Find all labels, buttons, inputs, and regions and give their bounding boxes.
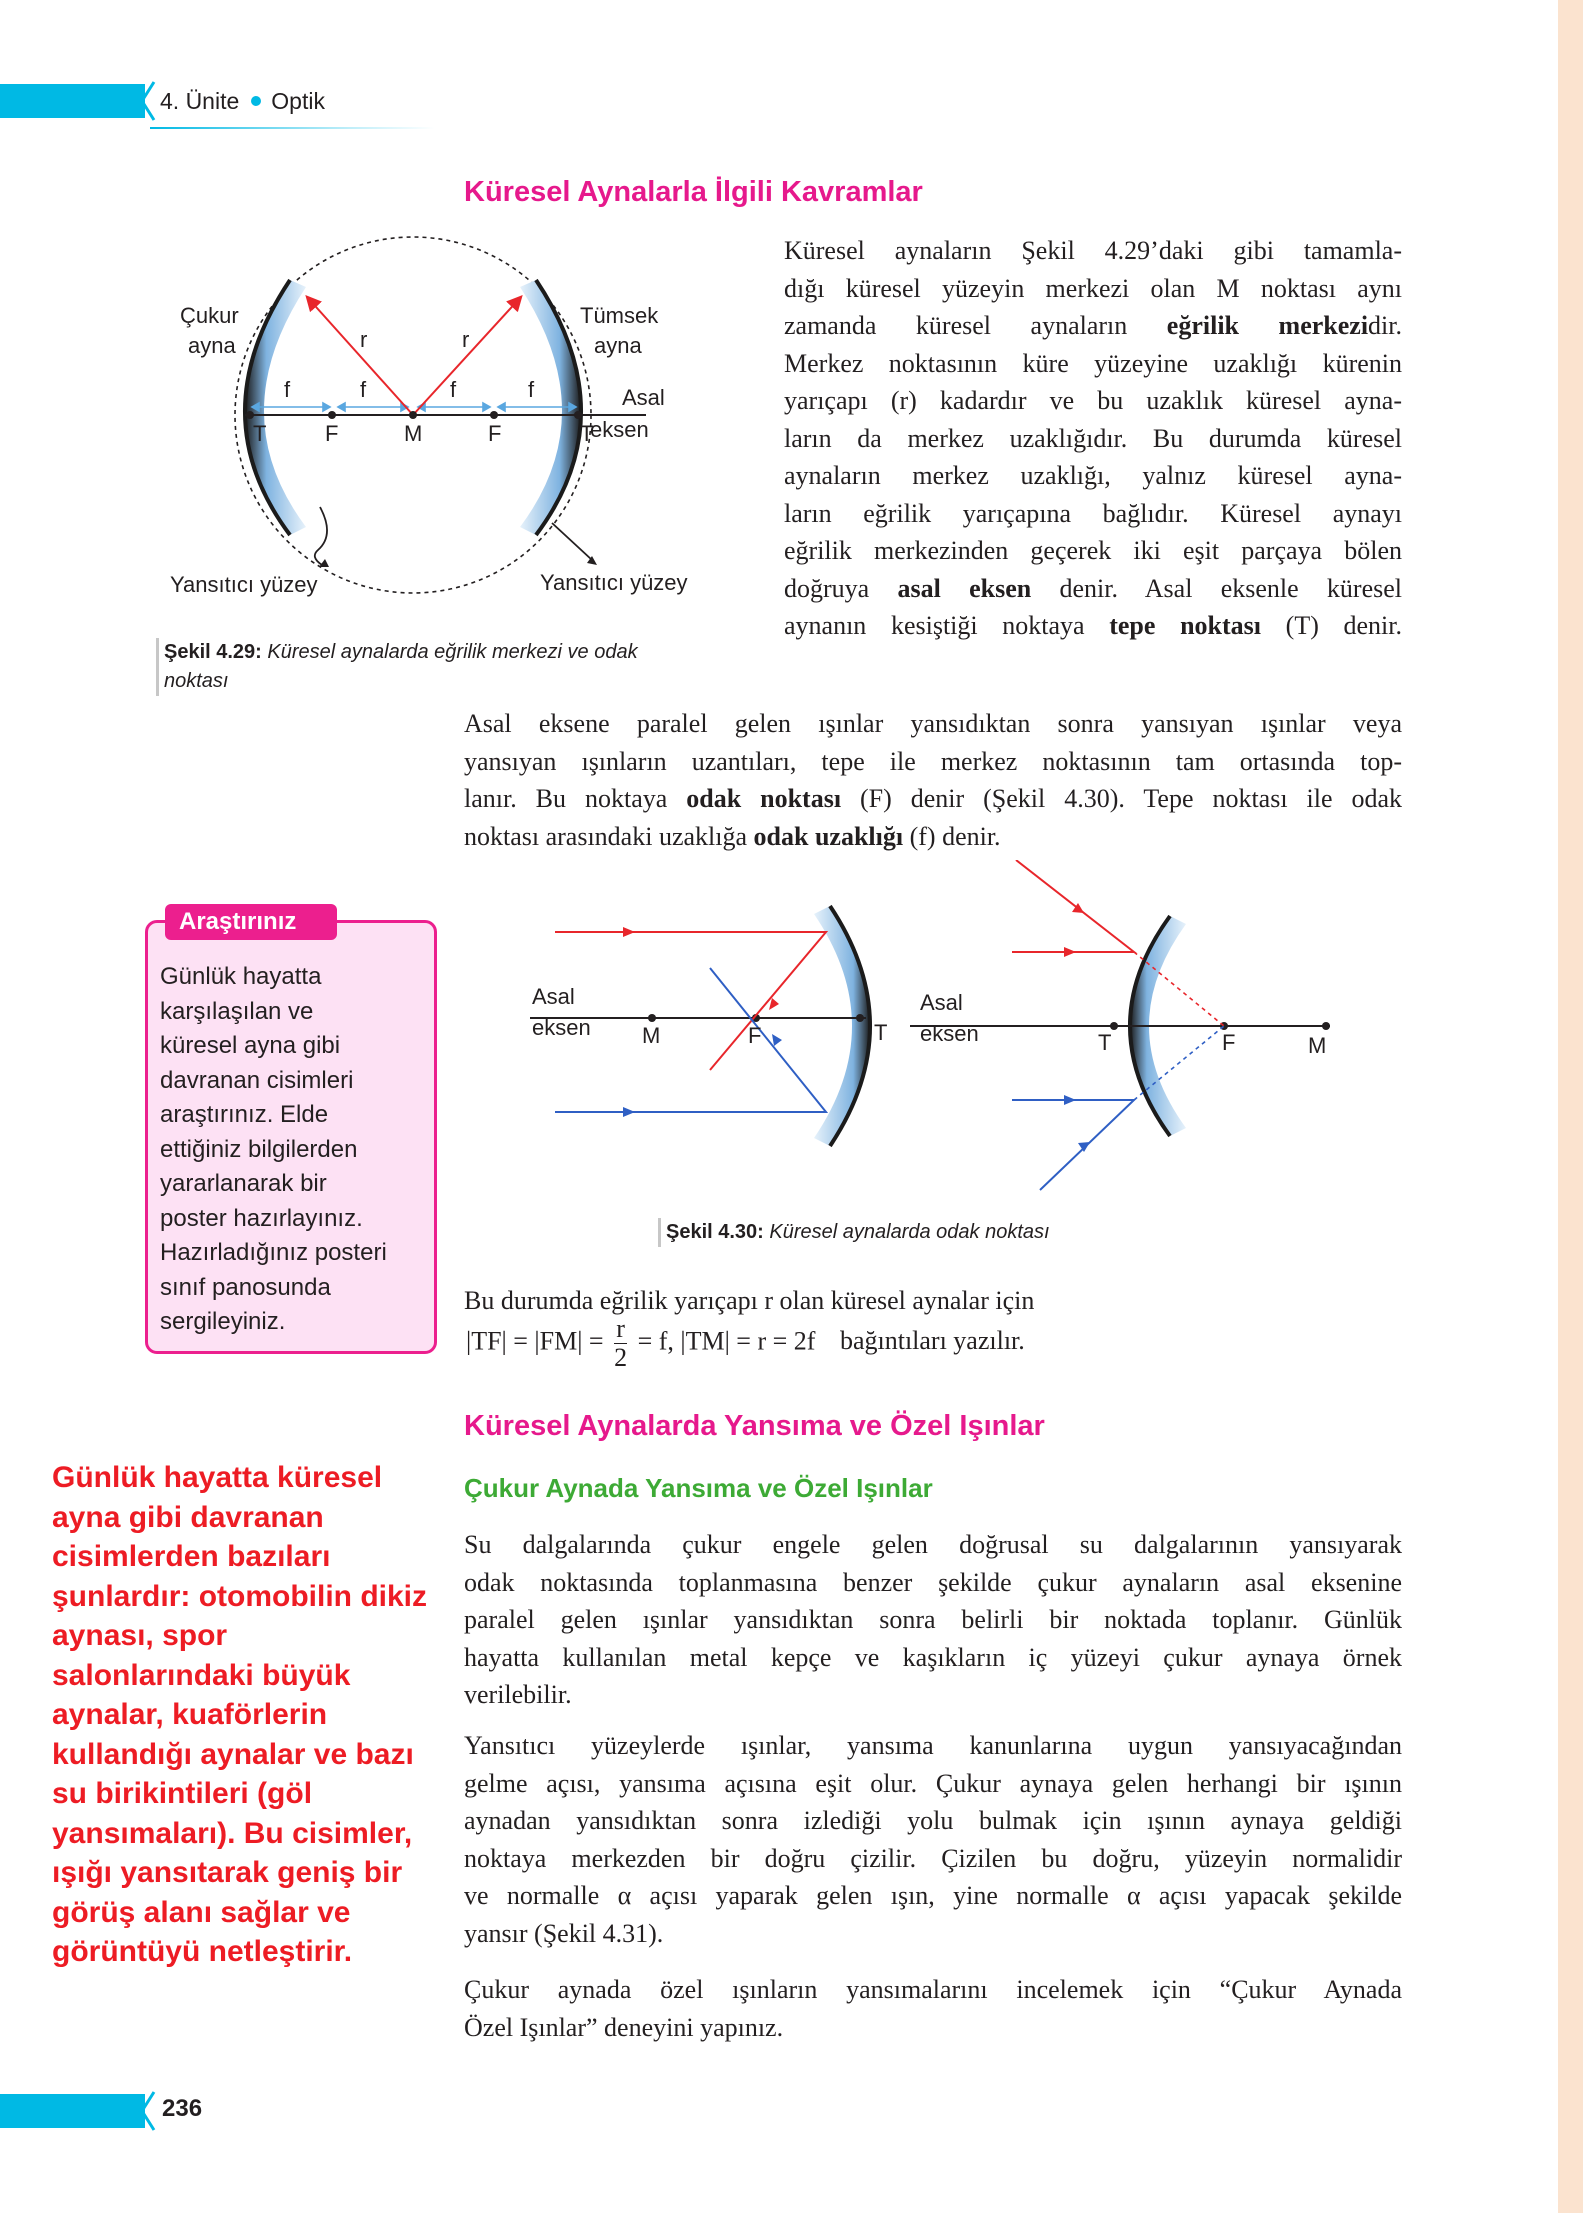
research-line-3: küresel ayna gibi	[160, 1032, 341, 1059]
section-title-reflection: Küresel Aynalarda Yansıma ve Özel Işınlar	[464, 1410, 1045, 1442]
note-line-11: ışığı yansıtarak geniş bir	[52, 1856, 403, 1889]
note-line-12: görüş alanı sağlar ve	[52, 1895, 351, 1929]
p1-line-3a: zamanda küresel aynaların	[784, 311, 1167, 340]
fig429-label-f-3: f	[450, 377, 457, 402]
p1-line-1: Küresel aynaların Şekil 4.29’daki gibi tamamla-	[784, 236, 1402, 265]
caption-430-label: Şekil 4.30:	[666, 1221, 764, 1243]
fig429-label-f-2: f	[360, 377, 367, 402]
note-line-13: görüntüyü netleştirir.	[52, 1935, 353, 1968]
research-line-6: ettiğiniz bilgilerden	[160, 1135, 358, 1163]
research-box-text	[160, 960, 430, 1340]
radius-line-right	[413, 298, 520, 415]
fig429-label-reflective-left: Yansıtıcı yüzey	[170, 572, 318, 597]
s2p2-line-5: ve normalle α açısı yaparak gelen ışın, yine normalle α açısı yapacak şekilde	[464, 1881, 1402, 1910]
caption-429-text2: noktası	[164, 670, 229, 692]
fig430-red-arrowheads-right	[1064, 903, 1084, 957]
p2-line-2: yansıyan ışınların uzantıları, tepe ile merkez noktasının tam ortasında top-	[464, 746, 1402, 776]
p1-line-11a: aynanın kesiştiği noktaya	[784, 611, 1110, 640]
eq-den: 2	[614, 1343, 628, 1372]
fig430-label-M-right: M	[1308, 1033, 1327, 1058]
s2p2-line-1: Yansıtıcı yüzeylerde ışınlar, yansıma kanunlarına uygun yansıyacağından	[464, 1731, 1402, 1760]
p2-line-4a: noktası arasındaki uzaklığa	[464, 821, 754, 851]
paragraph-experiment	[464, 1971, 1402, 2046]
p1-line-5: yarıçapı (r) kadardır ve bu uzaklık küresel ayna-	[784, 386, 1402, 415]
fig430-point-T-left	[856, 1014, 864, 1022]
paragraph-concepts-1	[784, 232, 1402, 645]
fig430-blue-ray-left	[555, 968, 826, 1112]
research-line-7: yararlanarak bir	[160, 1170, 327, 1197]
page-number: 236	[162, 2095, 203, 2122]
p1-line-2: dığı küresel yüzeyin merkezi olan M noktası aynı	[784, 273, 1402, 303]
p1-line-10b: denir. Asal eksenle küresel	[1031, 573, 1402, 603]
focal-distance-arrows	[252, 403, 576, 411]
header-topic: Optik	[271, 88, 325, 114]
fig429-label-convex-1: Tümsek	[580, 303, 659, 328]
note-line-1: Günlük hayatta küresel	[52, 1461, 383, 1494]
p2-line-4b: (f) denir.	[903, 821, 1001, 851]
fig430-concave-mirror	[814, 906, 870, 1146]
fig430-label-axis-right-1: Asal	[920, 990, 963, 1015]
p2-line-3	[464, 780, 1402, 818]
s2p2-line-2: gelme açısı, yansıma açısına eşit olur. Çukur aynaya gelen herhangi bir ışının	[464, 1768, 1402, 1798]
caption-429-text: Küresel aynalarda eğrilik merkezi ve odak	[261, 641, 638, 663]
section-title-concepts: Küresel Aynalarla İlgili Kavramlar	[464, 176, 923, 208]
fig429-label-M: M	[404, 421, 423, 446]
footer-accent-bar	[0, 2094, 145, 2128]
reflective-pointer-left	[315, 507, 327, 565]
p2-line-4	[464, 818, 1402, 856]
p2-line-3b: (F) denir (Şekil 4.30). Tepe noktası ile odak	[841, 784, 1403, 813]
note-line-7: aynalar, kuaförlerin	[52, 1698, 328, 1731]
p2-line-1: Asal eksene paralel gelen ışınlar yansıdıktan sonra yansıyan ışınlar veya	[464, 709, 1402, 738]
p1-line-11b: (T) denir.	[1261, 611, 1403, 640]
term-curvature-center: eğrilik merkezi	[1166, 311, 1369, 340]
fig429-label-f-1: f	[284, 377, 291, 402]
eq-tail: bağıntıları yazılır.	[839, 1326, 1025, 1356]
footer-chevron-icon	[138, 2090, 158, 2132]
term-vertex: tepe noktası	[1109, 611, 1262, 640]
research-line-1: Günlük hayatta	[160, 963, 322, 990]
fig429-label-T-right: T	[580, 421, 594, 446]
header-unit: 4. Ünite	[160, 88, 240, 114]
header-dot-icon	[251, 96, 261, 106]
page-edge-strip	[1558, 0, 1583, 2213]
figure-4-30-caption	[658, 1218, 1050, 1247]
fig430-label-F-right: F	[1222, 1030, 1236, 1055]
term-focal-point: odak noktası	[686, 784, 842, 813]
research-line-5: araştırınız. Elde	[160, 1101, 329, 1128]
side-note-examples	[52, 1458, 462, 1972]
fig430-label-axis-right-2: eksen	[920, 1021, 979, 1046]
paragraph-reflection-law	[464, 1727, 1402, 1952]
s2p2-line-4: noktaya merkezden bir doğru çizilir. Çizilen bu doğru, yüzeyin normalidir	[464, 1843, 1402, 1873]
caption-429-label: Şekil 4.29:	[164, 641, 262, 663]
research-line-10: sınıf panosunda	[160, 1273, 331, 1301]
caption-430-text: Küresel aynalarda odak noktası	[763, 1221, 1050, 1243]
research-line-2: karşılaşılan ve	[160, 997, 314, 1025]
term-focal-length: odak uzaklığı	[753, 821, 904, 851]
note-line-3: cisimlerden bazıları	[52, 1540, 331, 1573]
fig430-point-M-right	[1322, 1022, 1330, 1030]
s2p3-line-2: Özel Işınlar” deneyini yapınız.	[464, 2012, 784, 2042]
s2p1-line-2: odak noktasında toplanmasına benzer şekilde çukur aynaların asal eksenine	[464, 1567, 1402, 1597]
p1-line-3	[784, 307, 1402, 345]
s2p1-line-3: paralel gelen ışınlar yansıdıktan sonra belirli bir noktada toplanır. Günlük	[464, 1605, 1402, 1634]
eq-fraction	[614, 1315, 627, 1372]
note-line-9: su birikintileri (göl	[52, 1777, 313, 1810]
p2-line-3a: lanır. Bu noktaya	[464, 784, 687, 813]
header-accent-bar	[0, 84, 145, 118]
p1-line-7: aynaların merkez uzaklığı, yalnız küresel ayna-	[784, 461, 1402, 490]
reflective-pointer-right	[552, 523, 592, 560]
fig430-label-T-left: T	[874, 1020, 888, 1045]
p1-line-11	[784, 607, 1402, 645]
s2p2-line-6: yansır (Şekil 4.31).	[464, 1918, 664, 1948]
research-box-title: Araştırınız	[165, 904, 337, 940]
paragraph-focal-point	[464, 705, 1402, 855]
fig429-label-axis-1: Asal	[622, 385, 665, 410]
s2p3-line-1: Çukur aynada özel ışınların yansımalarını incelemek için “Çukur Aynada	[464, 1975, 1402, 2004]
figure-4-29	[160, 235, 720, 605]
s2p2-line-3: aynadan yansıdıktan sonra izlediği yolu bulmak için ışının aynaya geldiği	[464, 1806, 1402, 1835]
fig430-label-M-left: M	[642, 1023, 661, 1048]
p1-line-10	[784, 570, 1402, 608]
p1-line-8: ların eğrilik yarıçapına bağlıdır. Küresel aynayı	[784, 498, 1402, 528]
fig429-label-concave-1: Çukur	[180, 303, 239, 328]
fig430-label-F-left: F	[748, 1023, 762, 1048]
fig430-red-ray-left	[555, 932, 826, 1070]
note-line-8: kullandığı aynalar ve bazı	[52, 1737, 414, 1771]
eq-left: |TF| = |FM| =	[466, 1326, 604, 1356]
figure-4-30	[530, 860, 1360, 1210]
p1-line-9: eğrilik merkezinden geçerek iki eşit parçaya bölen	[784, 536, 1402, 565]
fig430-point-M-left	[648, 1014, 656, 1022]
fig429-label-f-4: f	[528, 377, 535, 402]
fig429-label-concave-2: ayna	[188, 333, 236, 358]
research-line-9: Hazırladığınız posteri	[160, 1239, 387, 1266]
fig429-label-T-left: T	[253, 421, 267, 446]
fig430-label-axis-left-2: eksen	[532, 1015, 591, 1040]
subsection-title-concave: Çukur Aynada Yansıma ve Özel Işınlar	[464, 1473, 933, 1503]
fig430-red-ray-right	[1012, 860, 1134, 952]
fig430-blue-ray-right	[1012, 1100, 1134, 1190]
fig430-blue-arrowheads-right	[1064, 1095, 1090, 1152]
p1-line-4: Merkez noktasının küre yüzeyine uzaklığı kürenin	[784, 348, 1402, 378]
eq-right: = f, |TM| = r = 2f	[637, 1326, 816, 1356]
fig429-label-reflective-right: Yansıtıcı yüzey	[540, 570, 688, 595]
header-underline	[150, 127, 435, 129]
header-chevron-icon	[138, 80, 158, 122]
fig429-label-r-left: r	[360, 327, 368, 352]
s2p1-line-5: verilebilir.	[464, 1680, 572, 1709]
note-line-4: şunlardır: otomobilin dikiz	[52, 1579, 427, 1613]
p1-line-10a: doğruya	[784, 573, 898, 603]
research-line-4: davranan cisimleri	[160, 1066, 354, 1094]
fig430-label-T-right: T	[1098, 1030, 1112, 1055]
note-line-2: ayna gibi davranan	[52, 1500, 324, 1534]
fig429-label-axis-2: eksen	[590, 417, 649, 442]
s2p1-line-4: hayatta kullanılan metal kepçe ve kaşıkların iç yüzeyi çukur aynaya örnek	[464, 1642, 1402, 1672]
fig430-red-arrowheads-left	[623, 927, 779, 1010]
paragraph-water-waves	[464, 1526, 1402, 1714]
s2p1-line-1: Su dalgalarında çukur engele gelen doğrusal su dalgalarının yansıyarak	[464, 1530, 1402, 1559]
note-line-6: salonlarındaki büyük	[52, 1658, 351, 1692]
note-line-10: yansımaları). Bu cisimler,	[52, 1816, 413, 1850]
research-line-8: poster hazırlayınız.	[160, 1204, 363, 1232]
eq-num: r	[614, 1315, 627, 1344]
fig430-point-T-right	[1110, 1022, 1118, 1030]
fig429-label-F-left: F	[325, 421, 339, 446]
fig429-label-F-right: F	[488, 421, 502, 446]
paragraph-radius-intro: Bu durumda eğrilik yarıçapı r olan küresel aynalar için	[464, 1286, 1035, 1315]
p1-line-6: ların da merkez uzaklığıdır. Bu durumda küresel	[784, 423, 1402, 453]
header-breadcrumb	[160, 88, 325, 115]
fig430-label-axis-left-1: Asal	[532, 984, 575, 1009]
figure-4-29-caption	[156, 638, 724, 696]
equation-focal-relation	[466, 1315, 1025, 1372]
p1-line-3b: dir.	[1368, 311, 1402, 340]
term-principal-axis: asal eksen	[897, 573, 1032, 603]
research-line-11: sergileyiniz.	[160, 1308, 286, 1335]
fig429-label-r-right: r	[462, 327, 470, 352]
note-line-5: aynası, spor	[52, 1619, 228, 1652]
fig429-label-convex-2: ayna	[594, 333, 642, 358]
